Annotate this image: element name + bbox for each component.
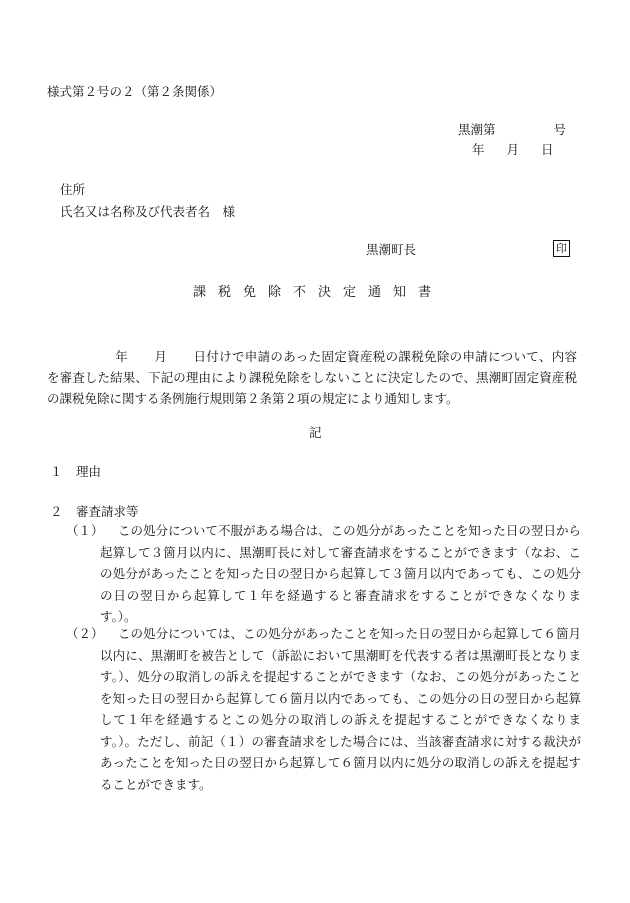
body-year: 年 [115,349,129,364]
section-reason [50,466,101,479]
issuer-title: 黒潮町長 [366,242,417,257]
form-label: 様式第２号の２（第２条関係） [47,84,223,99]
section-title: 審査請求等 [76,504,139,519]
document-title: 課税免除不決定通知書 [193,285,444,300]
recipient-address-label: 住所 [60,182,86,197]
recipient-honorific: 様 [222,204,236,219]
body-text: 日付けで申請のあった固定資産税の課税免除の申請について、内容を審査した結果、下記の理由により課税免除をしないことに決定したので、黒潮町固定資産税の課税免除に関する条例施行規則第２条第２項の規定により通知します。 [47,349,577,406]
issue-date-month: 月 [506,142,520,157]
notice-body [47,346,577,409]
seal-mark: 印 [553,240,570,257]
recipient-name-label: 氏名又は名称及び代表者名 [60,204,211,219]
section-number: １ [50,464,63,479]
ki-heading: 記 [309,425,322,440]
item-number: （２） [66,626,104,641]
recipient-name-line [60,206,235,219]
body-month: 月 [154,349,168,364]
reference-number-suffix: 号 [553,122,567,137]
section-appeal [50,506,139,519]
section-title: 理由 [76,464,102,479]
item-number: （１） [66,523,104,538]
list-item-lawsuit: この処分については、この処分があったことを知った日の翌日から起算して６箇月以内に、黒潮町を被告として（訴訟において黒潮町を代表する者は黒潮町長となります。）、処分の取消しの訴えを提起することができます（なお、この処分があったことを知った日の翌日から起算して６箇月以内であっても、この処分の日の翌日から起算して１年を経過するとこの処分の取消しの訴えを提起することができなくなります。）。ただし、前記（１）の審査請求をした場合には、当該審査請求に対する裁決があったことを知った日の翌日から起算して６箇月以内に処分の取消しの訴えを提起することができます。 [100,626,581,792]
reference-number [458,124,566,137]
section-number: ２ [50,504,63,519]
issue-date-day: 日 [541,142,554,157]
list-item-review-request: この処分について不服がある場合は、この処分があったことを知った日の翌日から起算して３箇月以内に、黒潮町長に対して審査請求をすることができます（なお、この処分があったことを知った日の翌日から起算して３箇月以内であっても、この処分の日の翌日から起算して１年を経過すると審査請求をすることができなくなります。）。 [100,523,581,624]
issue-date [472,144,554,157]
reference-number-prefix: 黒潮第 [458,122,496,137]
issue-date-year: 年 [472,142,485,157]
